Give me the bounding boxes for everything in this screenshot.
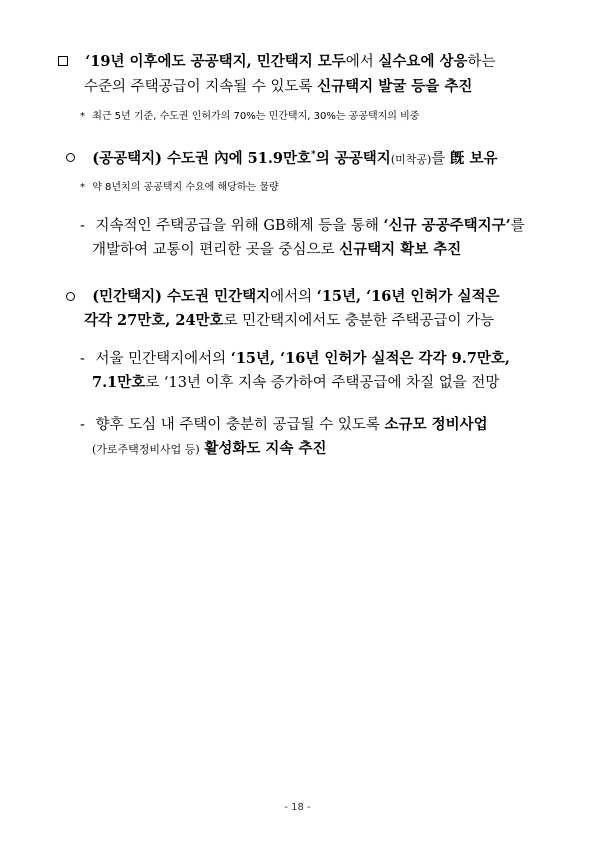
section1-line2 xyxy=(84,80,472,95)
section3-dash2-cont xyxy=(92,442,326,457)
s3-l2-a: 각각 27만호, 24만호 xyxy=(84,312,224,329)
s2-l1-f: (미착공) xyxy=(390,152,432,166)
s1-note-star: * xyxy=(80,111,85,122)
s3-l1-a: (민간택지) 수도권 민간택지 xyxy=(92,288,271,305)
s1-l1-d: 하는 xyxy=(467,54,496,70)
section1-note xyxy=(80,112,419,122)
s3-d2b-a: (가로주택정비사업 등) xyxy=(92,443,200,456)
section3-line2 xyxy=(84,314,494,329)
s2-note-text: 약 8년치의 공공택지 수요에 해당하는 물량 xyxy=(92,182,279,193)
s3-d1b-a: 7.1만호 xyxy=(92,374,146,391)
s2-d1-dash: - xyxy=(80,218,85,234)
section3-dash1 xyxy=(80,352,510,367)
s1-l2-a: 수준의 주택공급이 지속될 수 있도록 xyxy=(84,79,318,95)
s1-note-text: 최근 5년 기준, 수도권 인허가의 70%는 민간택지, 30%는 공공택지의 비중 xyxy=(92,111,420,122)
section1-line1 xyxy=(58,55,496,70)
section3-dash2 xyxy=(80,418,488,433)
section2-dash1-cont xyxy=(92,243,461,258)
s2-d1b-b: 신규택지 확보 추진 xyxy=(339,241,462,258)
s2-d1-a: 지속적인 주택공급을 위해 GB해제 등을 통해 xyxy=(95,218,384,234)
s2-l1-b: 內 xyxy=(214,149,229,167)
s3-l1-c: ‘15년, ‘16년 인허가 실적은 xyxy=(316,288,500,305)
s2-l1-star: * xyxy=(311,150,316,160)
circle-bullet-icon xyxy=(66,153,75,162)
s1-l2-b: 신규택지 발굴 등을 추진 xyxy=(317,78,473,95)
s3-d2-a: 향후 도심 내 주택이 충분히 공급될 수 있도록 xyxy=(95,417,385,433)
s2-d1-b: ‘신규 공공주택지구’ xyxy=(383,217,511,234)
s2-note-star: * xyxy=(80,182,85,193)
s2-d1b-a: 개발하여 교통이 편리한 곳을 중심으로 xyxy=(92,242,340,258)
s3-d2-b: 소규모 정비사업 xyxy=(384,416,488,433)
s3-d2b-c: 활성화도 지속 추진 xyxy=(204,440,327,457)
s3-d1-b: ‘15년, ‘16년 인허가 실적은 각각 9.7만호, xyxy=(230,350,510,367)
circle-bullet-icon xyxy=(66,292,75,301)
section3-line1 xyxy=(66,290,499,305)
s2-l1-i: 보유 xyxy=(464,149,498,167)
s1-l1-c: 실수요에 상응 xyxy=(378,53,468,70)
s3-d1-a: 서울 민간택지에서의 xyxy=(95,351,231,367)
s2-l1-h: 旣 xyxy=(449,149,465,167)
section2-note xyxy=(80,183,279,193)
square-bullet-icon xyxy=(58,56,68,66)
s3-d1-dash: - xyxy=(80,351,85,367)
s2-d1-c: 를 xyxy=(510,218,525,234)
s2-l1-d: 51.9만호 xyxy=(247,149,311,167)
section2-dash1 xyxy=(80,219,525,234)
section3-dash1-cont xyxy=(92,376,499,391)
s1-l1-b: 에서 xyxy=(345,54,379,70)
s2-l1-g: 를 xyxy=(431,150,450,167)
s2-l1-e: 의 공공택지 xyxy=(315,149,391,167)
section2-line1 xyxy=(66,151,497,166)
s2-l1-c: 에 xyxy=(228,149,248,167)
s3-d1b-b: 로 ‘13년 이후 지속 증가하여 주택공급에 차질 없을 전망 xyxy=(145,375,500,391)
page-number: - 18 - xyxy=(284,802,311,813)
s2-l1-a: (공공택지) 수도권 xyxy=(92,149,215,167)
s3-l2-b: 로 민간택지에서도 충분한 주택공급이 가능 xyxy=(223,313,495,329)
s1-l1-a: ‘19년 이후에도 공공택지, 민간택지 모두 xyxy=(85,53,346,70)
s3-l1-b: 에서의 xyxy=(270,289,317,305)
s3-d2-dash: - xyxy=(80,417,85,433)
